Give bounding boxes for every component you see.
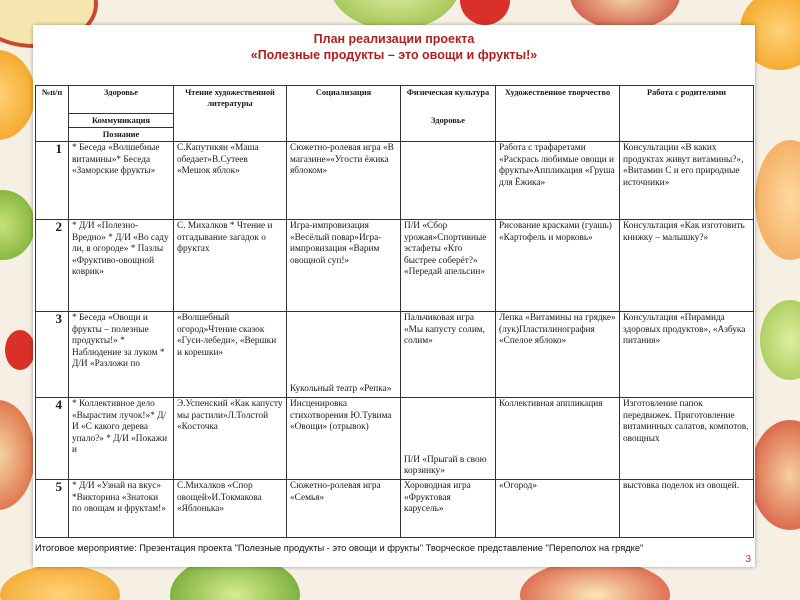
header-parents: Работа с родителями — [620, 86, 754, 142]
header-cognition: Познание — [69, 128, 174, 142]
green-apple-right — [760, 300, 800, 380]
cell-socialization: Сюжетно-ролевая игра «Семья» — [287, 480, 401, 538]
table-row — [36, 398, 754, 480]
cell-reading: «Волшебный огород»Чтение сказок «Гуси-лебеди», «Вершки и корешки» — [174, 312, 287, 398]
cell-reading: С. Михалков * Чтение и отгадывание загадок о фруктах — [174, 220, 287, 312]
cell-reading: С.Михалков «Спор овощей»И.Токмакова «Яблонька» — [174, 480, 287, 538]
cell-parents: выстовка поделок из овощей. — [620, 480, 754, 538]
table-row — [36, 312, 754, 398]
cell-reading: Э.Успенский «Как капусту мы растили»Л.Толстой «Косточка — [174, 398, 287, 480]
green-apple-left — [0, 190, 35, 260]
cell-reading: С.Капутикян «Маша обедает»В.Сутеев «Мешок яблок» — [174, 142, 287, 220]
cell-socialization: Игра-импровизация «Весёлый повар»Игра-импровизация «Варим овощной суп!» — [287, 220, 401, 312]
cell-health: * Д/И «Полезно-Вредно» * Д/И «Во саду ли, в огороде» * Пазлы «Фруктиво-овощной коврик» — [69, 220, 174, 312]
cell-health: * Беседа «Овощи и фрукты – полезные продукты!» * Наблюдение за луком * Д/И «Разложи по — [69, 312, 174, 398]
cell-parents: Изготовление папок передвижек. Приготовление витаминных салатов, компотов, овощных — [620, 398, 754, 480]
cell-parents: Консультация «Пирамида здоровых продуктов», «Азбука питания» — [620, 312, 754, 398]
header-physical: Физическая культура — [401, 86, 496, 114]
orange-bottom-left — [0, 565, 120, 600]
title-line-1: План реализации проекта — [313, 32, 475, 46]
orange-left — [0, 50, 35, 140]
strawberry-left — [5, 330, 35, 370]
cell-physical: П/И «Прыгай в свою корзинку» — [401, 398, 496, 480]
header-reading: Чтение художественной литературы — [174, 86, 287, 142]
cell-physical: П/И «Сбор урожая»Спортивные эстафеты «Кто быстрее соберёт?» «Передай апельсин» — [401, 220, 496, 312]
row-number: 2 — [36, 220, 69, 312]
cell-health: * Беседа «Волшебные витамины»* Беседа «Заморские фрукты» — [69, 142, 174, 220]
row-number: 1 — [36, 142, 69, 220]
project-plan-table — [35, 85, 754, 538]
strawberry-top — [460, 0, 510, 25]
table-row — [36, 220, 754, 312]
table-row — [36, 142, 754, 220]
cell-health: * Д/И «Узнай на вкус» *Викторина «Знатоки по овощам и фруктам!» — [69, 480, 174, 538]
cell-physical: Пальчиковая игра «Мы капусту солим, солим» — [401, 312, 496, 398]
cell-socialization: Инсценировка стихотворения Ю.Тувима «Овощи» (отрывок) — [287, 398, 401, 480]
cell-physical: Хороводная игра «Фруктовая карусель» — [401, 480, 496, 538]
table-row — [36, 480, 754, 538]
slide — [33, 25, 755, 567]
cell-art: Рисование красками (гуашь) «Картофель и морковь» — [496, 220, 620, 312]
apple-right-bottom — [750, 420, 800, 530]
cell-socialization: Сюжетно-ролевая игра «В магазине»«Угости ёжика яблоком» — [287, 142, 401, 220]
row-number: 5 — [36, 480, 69, 538]
header-socialization: Социализация — [287, 86, 401, 142]
header-art: Художественное творчество — [496, 86, 620, 142]
header-num: №п/п — [36, 86, 69, 142]
cell-parents: Консультация «Как изготовить книжку – малышку?» — [620, 220, 754, 312]
melon-right — [755, 140, 800, 260]
header-row — [36, 86, 754, 114]
row-number: 3 — [36, 312, 69, 398]
header-health: Здоровье — [69, 86, 174, 114]
cell-physical — [401, 142, 496, 220]
apple-left-bottom — [0, 400, 35, 510]
cell-parents: Консультации «В каких продуктах живут витамины?», «Витамин С и его природные источники» — [620, 142, 754, 220]
final-event-footer: Итоговое мероприятие: Презентация проекта "Полезные продукты - это овощи и фрукты" Творческое представление "Переполох на грядке" — [35, 543, 644, 553]
cell-art: Работа с трафаретами «Раскрась любимые овощи и фрукты»Аппликация «Груша для Ёжика» — [496, 142, 620, 220]
cell-health: * Коллективное дело «Вырастим лучок!»* Д/И «С какого дерева упало?» * Д/И «Покажи и — [69, 398, 174, 480]
header-communication: Коммуникация — [69, 114, 174, 128]
title-line-2: «Полезные продукты – это овощи и фрукты!» — [250, 48, 538, 62]
cell-art: Лепка «Витамины на грядке» (лук)Пластилинография «Спелое яблоко» — [496, 312, 620, 398]
cell-art: «Огород» — [496, 480, 620, 538]
cell-socialization: Кукольный театр «Репка» — [287, 312, 401, 398]
cell-art: Коллективная аппликация — [496, 398, 620, 480]
page-number: 3 — [745, 554, 751, 565]
header-physical-sub: Здоровье — [401, 114, 496, 142]
row-number: 4 — [36, 398, 69, 480]
